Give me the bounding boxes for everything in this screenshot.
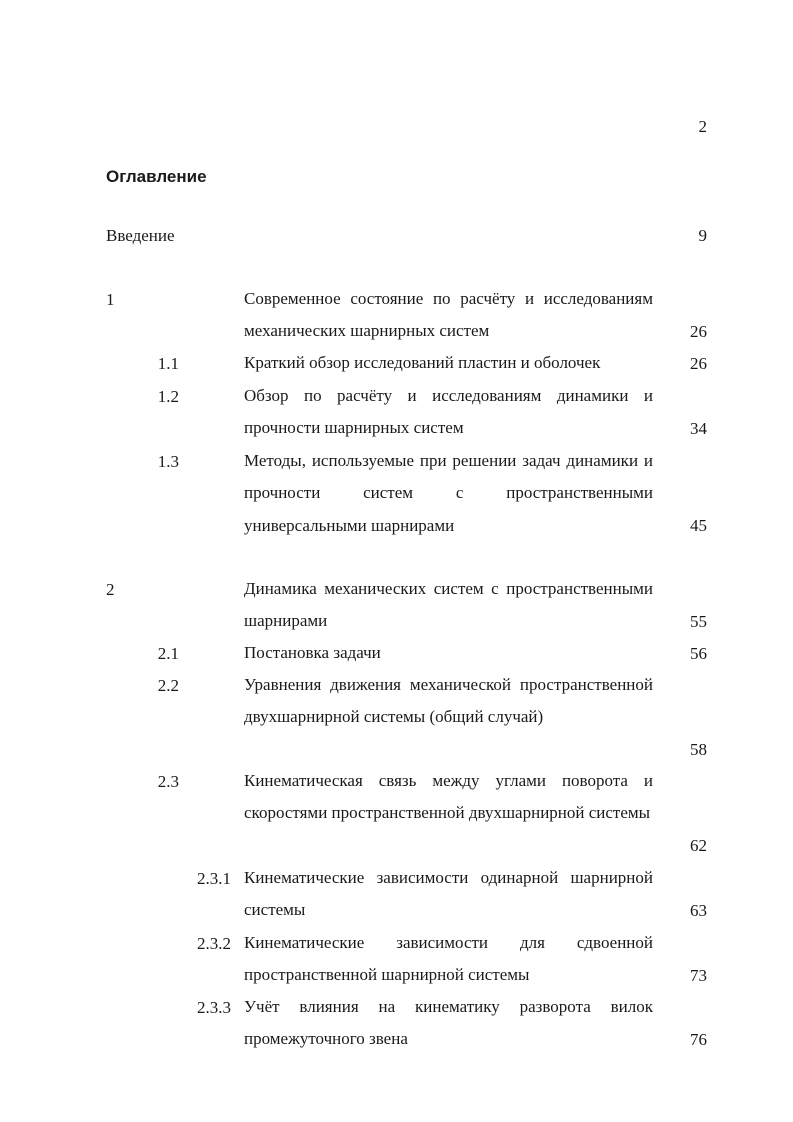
- page-number: 2: [698, 117, 707, 136]
- toc-entry-title: Обзор по расчёту и исследованиям динамики и прочности шарнирных систем: [244, 386, 653, 438]
- toc-entry-page: 55: [690, 612, 707, 631]
- toc-entry-page: 63: [690, 901, 707, 920]
- toc-entry-page: 56: [690, 644, 707, 663]
- toc-entry-page: 45: [690, 516, 707, 535]
- toc-heading: Оглавление: [106, 167, 207, 186]
- toc-entry-page: 34: [690, 419, 707, 438]
- toc-entry-title: Кинематическая связь между углами поворота и скоростями пространственной двухшарнирной системы: [244, 771, 653, 823]
- toc-entry-number: 2.3.2: [197, 934, 231, 953]
- toc-entry-number: 2.1: [157, 644, 179, 663]
- toc-entry-page: 26: [690, 322, 707, 341]
- toc-entry-title: Кинематические зависимости для сдвоенной пространственной шарнирной системы: [244, 933, 653, 985]
- toc-entry-title: Динамика механических систем с пространственными шарнирами: [244, 579, 653, 631]
- toc-intro-title: Введение: [106, 226, 175, 245]
- toc-entry-title: Постановка задачи: [244, 643, 381, 662]
- toc-entry-page: 76: [690, 1030, 707, 1049]
- toc-entry-number: 1.3: [157, 452, 179, 471]
- toc-entry-number: 2.3.3: [197, 998, 231, 1017]
- toc-entry-number: 2.2: [157, 676, 179, 695]
- toc-entry-title: Методы, используемые при решении задач динамики и прочности систем с пространственными универсальными шарнирами: [244, 451, 653, 535]
- toc-entry-number: 1.2: [157, 387, 179, 406]
- toc-entry-number: 2: [106, 580, 115, 599]
- toc-entry-page: 62: [690, 836, 707, 855]
- toc-entry-page: 26: [690, 354, 707, 373]
- toc-entry-number: 2.3.1: [197, 869, 231, 888]
- toc-entry-number: 1.1: [157, 354, 179, 373]
- toc-entry-page: 73: [690, 966, 707, 985]
- toc-entry-number: 1: [106, 290, 115, 309]
- toc-entry-title: Учёт влияния на кинематику разворота вилок промежуточного звена: [244, 997, 653, 1049]
- toc-entry-title: Современное состояние по расчёту и исследованиям механических шарнирных систем: [244, 289, 653, 341]
- toc-entry-title: Уравнения движения механической пространственной двухшарнирной системы (общий случай): [244, 675, 653, 727]
- toc-entry-title: Краткий обзор исследований пластин и оболочек: [244, 353, 601, 372]
- toc-intro-page: 9: [698, 226, 707, 245]
- toc-entry-page: 58: [690, 740, 707, 759]
- toc-entry-title: Кинематические зависимости одинарной шарнирной системы: [244, 868, 653, 920]
- toc-entry-number: 2.3: [157, 772, 179, 791]
